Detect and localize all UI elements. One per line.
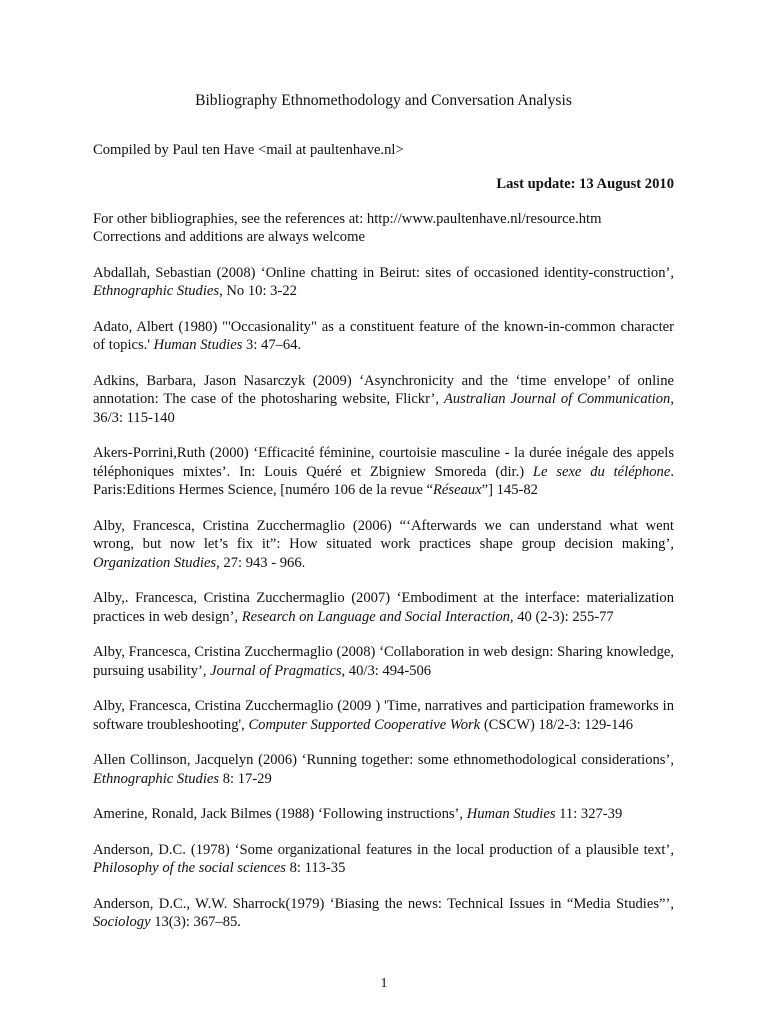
bibliography-entry <box>93 318 674 355</box>
entry-journal: Human Studies <box>466 806 556 822</box>
entry-details: 11: 327-39 <box>555 806 623 822</box>
entry-text: Akers-Porrini,Ruth (2000) ‘Efficacité féminine, courtoisie masculine - la durée inégale des appels téléphoniques mixtes’. In: Louis Quéré et Zbigniew Smoreda (dir.) <box>93 445 674 480</box>
entry-text: Alby, Francesca, Cristina Zucchermaglio (2006) “‘Afterwards we can understand what went wrong, but now let’s fix it”: How situated work practices shape group decision making’, <box>93 517 674 552</box>
entry-text: Abdallah, Sebastian (2008) ‘Online chatting in Beirut: sites of occasioned identity-construction’, <box>93 264 674 281</box>
entry-text: Adato, Albert (1980) "'Occasionality" as a constituent feature of the known-in-common character of topics.' <box>93 318 674 353</box>
bibliography-entry <box>93 643 674 680</box>
entry-details: , 36/3: 115-140 <box>93 391 674 426</box>
entry-text: Alby,. Francesca, Cristina Zucchermaglio (2007) ‘Embodiment at the interface: materialization practices in web design’, <box>93 590 674 625</box>
page-content <box>93 92 674 949</box>
bibliography-entry <box>93 264 674 301</box>
bibliography-list <box>93 264 674 932</box>
entry-details: . Paris:Editions Hermes Science, [numéro 106 de la revue “ <box>93 463 674 498</box>
entry-journal: Réseaux <box>433 482 482 498</box>
document-title: Bibliography Ethnomethodology and Conversation Analysis <box>195 92 572 109</box>
intro-corrections-line: Corrections and additions are always welcome <box>93 229 365 245</box>
entry-journal: Research on Language and Social Interaction, <box>241 608 514 625</box>
entry-book-title: Le sexe du téléphone <box>532 463 671 480</box>
entry-journal: Journal of Pragmatics <box>210 662 342 679</box>
compiled-by-line: Compiled by Paul ten Have <mail at paultenhave.nl> <box>93 141 404 158</box>
entry-text: Amerine, Ronald, Jack Bilmes (1988) ‘Following instructions’, <box>93 806 467 822</box>
bibliography-entry <box>93 751 674 788</box>
entry-journal: Ethnographic Studies <box>93 283 220 299</box>
entry-text: Allen Collinson, Jacquelyn (2006) ‘Running together: some ethnomethodological considerations’, <box>93 752 674 768</box>
entry-journal: Computer Supported Cooperative Work <box>248 716 481 733</box>
entry-details: , 40/3: 494-506 <box>341 662 432 679</box>
entry-text: Adkins, Barbara, Jason Nasarczyk (2009) ‘Asynchronicity and the ‘time envelope’ of online annotation: The case of the photosharing website, Flickr’, <box>93 372 674 407</box>
intro-references-line: For other bibliographies, see the references at: http://www.paultenhave.nl/resource.htm <box>93 210 602 227</box>
intro-block <box>93 210 674 247</box>
entry-details: 3: 47–64. <box>242 337 302 353</box>
last-update-line: Last update: 13 August 2010 <box>496 176 674 192</box>
bibliography-entry <box>93 805 674 824</box>
entry-details: , 27: 943 - 966. <box>216 554 306 571</box>
bibliography-entry <box>93 444 674 500</box>
entry-journal: Human Studies <box>153 337 243 353</box>
entry-journal: Philosophy of the social sciences <box>93 860 286 876</box>
bibliography-entry <box>93 589 674 626</box>
bibliography-entry <box>93 841 674 878</box>
bibliography-entry <box>93 697 674 734</box>
entry-text: Alby, Francesca, Cristina Zucchermaglio (2009 ) 'Time, narratives and participation frameworks in software troubleshooting', <box>93 698 674 733</box>
entry-journal: Sociology <box>93 914 151 930</box>
entry-pages: ”] 145-82 <box>481 482 538 498</box>
bibliography-entry <box>93 372 674 428</box>
entry-details: , No 10: 3-22 <box>219 283 297 299</box>
bibliography-entry <box>93 517 674 573</box>
entry-text: Anderson, D.C., W.W. Sharrock(1979) ‘Biasing the news: Technical Issues in “Media Studies”’, <box>93 895 674 912</box>
entry-details: 8: 17-29 <box>219 770 272 787</box>
entry-details: 8: 113-35 <box>285 860 346 876</box>
entry-details: (CSCW) 18/2-3: 129-146 <box>480 716 633 733</box>
entry-journal: Organization Studies <box>93 554 217 571</box>
entry-details: 13(3): 367–85. <box>150 914 241 930</box>
entry-journal: Ethnographic Studies <box>93 770 220 787</box>
entry-journal: Australian Journal of Communication <box>443 391 671 407</box>
entry-text: Alby, Francesca, Cristina Zucchermaglio (2008) ‘Collaboration in web design: Sharing knowledge, pursuing usability’, <box>93 644 674 679</box>
entry-text: Anderson, D.C. (1978) ‘Some organizational features in the local production of a plausible text’, <box>93 841 674 858</box>
entry-details: 40 (2-3): 255-77 <box>513 608 614 625</box>
bibliography-entry <box>93 895 674 932</box>
page-number: 1 <box>380 976 388 991</box>
